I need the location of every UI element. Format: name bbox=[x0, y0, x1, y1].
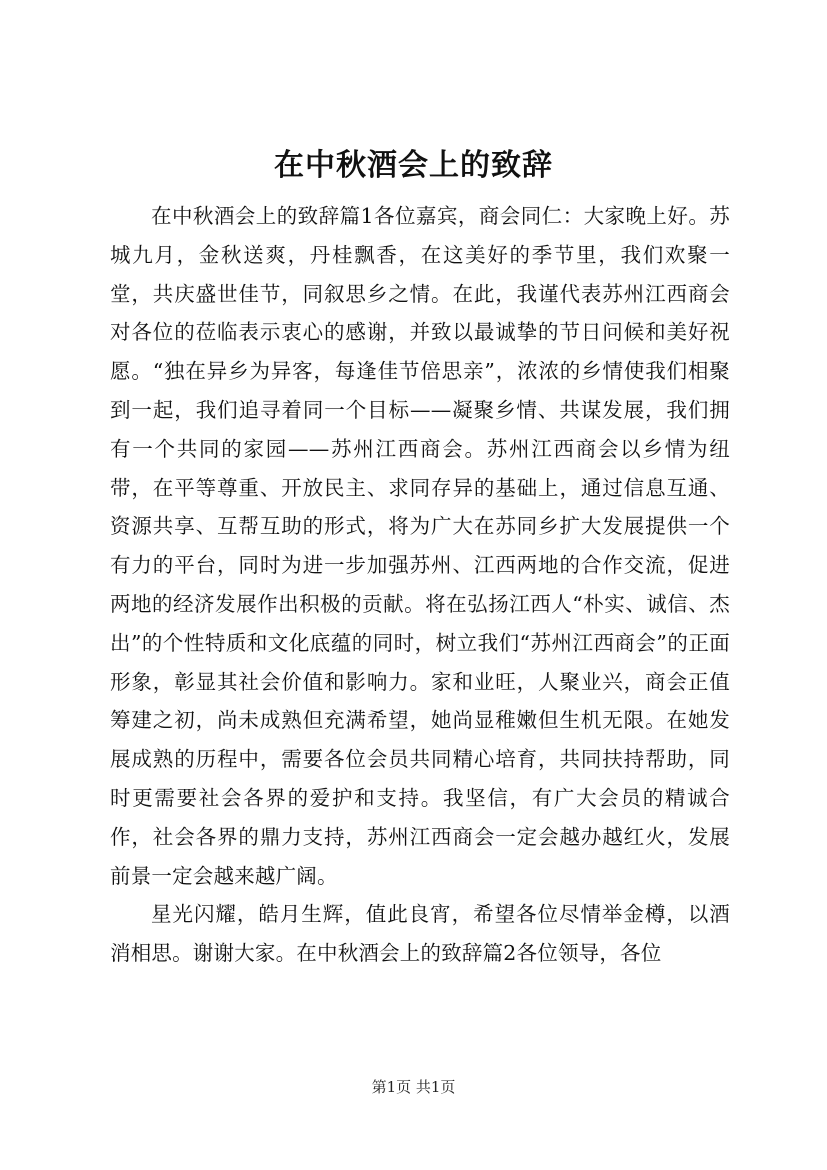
paragraph: 在中秋酒会上的致辞篇1各位嘉宾，商会同仁：大家晚上好。苏城九月，金秋送爽，丹桂飘香，在这美好的季节里，我们欢聚一堂，共庆盛世佳节，同叙思乡之情。在此，我谨代表苏州江西商会对各位的莅临表示衷心的感谢，并致以最诚挚的节日问候和美好祝愿。“独在异乡为异客，每逢佳节倍思亲”，浓浓的乡情使我们相聚到一起，我们追寻着同一个目标——凝聚乡情、共谋发展，我们拥有一个共同的家园——苏州江西商会。苏州江西商会以乡情为纽带，在平等尊重、开放民主、求同存异的基础上，通过信息互通、资源共享、互帮互助的形式，将为广大在苏同乡扩大发展提供一个有力的平台，同时为进一步加强苏州、江西两地的合作交流，促进两地的经济发展作出积极的贡献。将在弘扬江西人“朴实、诚信、杰出”的个性特质和文化底蕴的同时，树立我们“苏州江西商会”的正面形象，彰显其社会价值和影响力。家和业旺，人聚业兴，商会正值筹建之初，尚未成熟但充满希望，她尚显稚嫩但生机无限。在她发展成熟的历程中，需要各位会员共同精心培育，共同扶持帮助，同时更需要社会各界的爱护和支持。我坚信，有广大会员的精诚合作，社会各界的鼎力支持，苏州江西商会一定会越办越红火，发展前景一定会越来越广阔。 bbox=[110, 204, 730, 888]
paragraph: 星光闪耀，皓月生辉，值此良宵，希望各位尽情举金樽，以酒消相思。谢谢大家。在中秋酒会上的致辞篇2各位领导，各位 bbox=[110, 902, 730, 966]
document-body bbox=[110, 197, 730, 973]
page-footer: 第1页 共1页 bbox=[371, 1078, 456, 1096]
document-title: 在中秋酒会上的致辞 bbox=[274, 148, 553, 183]
